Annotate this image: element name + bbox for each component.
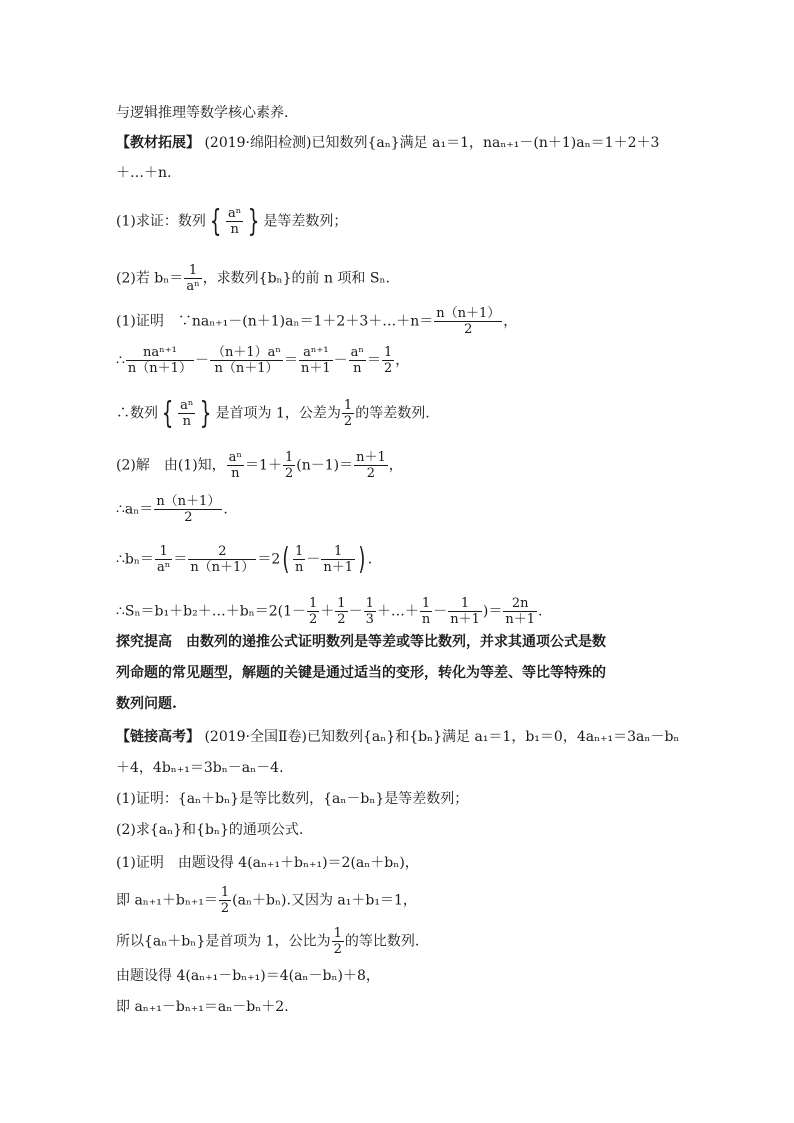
proof-line-2: ∴ $\frac{\text{naⁿ⁺¹}}{n(n+1)}$ － $\frac{\text{（n＋1）aⁿ}}{n(n+1)}$ ＝ $\frac{\text{aⁿ⁺¹}}{n+1}$ － $\frac{\text{aⁿ}}{n}$ ＝ $\frac{1}{2}$ ， bbox=[116, 345, 410, 376]
fraction: $\frac{1}{3}$ bbox=[365, 596, 374, 627]
solution-line-4: ∴Sₙ＝b₁＋b₂＋…＋bₙ＝2(1－ $\frac{1}{2}$ ＋ $\frac{1}{2}$ － $\frac{1}{3}$ ＋…＋ $\frac{1}{n}$ － $\frac{1}{n+1}$ )＝ $\frac{2n}{n+1}$ . bbox=[116, 596, 543, 627]
gaokao-line: 【链接高考】 (2019·全国Ⅱ卷)已知数列{aₙ}和{bₙ}满足 a₁＝1，b₁＝0，4aₙ₊₁＝3aₙ－bₙ bbox=[116, 729, 680, 745]
gaokao-q2: (2)求{aₙ}和{bₙ}的通项公式. bbox=[116, 822, 304, 838]
fraction: $\frac{1}{n}$ bbox=[294, 544, 304, 575]
fraction: $\frac{1}{n+1}$ bbox=[450, 596, 480, 627]
question-1: (1)求证：数列 { $\frac{\text{aⁿ}}{n}$ } 是等差数列； bbox=[116, 203, 348, 239]
gaokao-proof-1: (1)证明 由题设得 4(aₙ₊₁＋bₙ₊₁)＝2(aₙ＋bₙ)， bbox=[116, 855, 419, 871]
gaokao-proof-4: 由题设得 4(aₙ₊₁－bₙ₊₁)＝4(aₙ－bₙ)＋8， bbox=[116, 968, 380, 984]
fraction: $\frac{\text{aⁿ}}{n}$ bbox=[180, 398, 194, 429]
fraction: $\frac{1}{\text{aⁿ}}$ bbox=[156, 544, 171, 575]
fraction: $\frac{1}{n}$ bbox=[421, 596, 431, 627]
fraction: $\frac{2}{n(n+1)}$ bbox=[190, 544, 255, 575]
fraction: $\frac{1}{2}$ bbox=[284, 450, 294, 481]
textbook-extension-line: 【教材拓展】 (2019·绵阳检测)已知数列{aₙ}满足 a₁＝1，naₙ₊₁－(n＋1)aₙ＝1＋2＋3 bbox=[116, 135, 660, 151]
fraction: $\frac{1}{n+1}$ bbox=[323, 544, 354, 575]
fraction: $\frac{n+1}{2}$ bbox=[356, 450, 386, 481]
insight-line-2: 列命题的常见题型，解题的关键是通过适当的变形，转化为等差、等比等特殊的 bbox=[116, 665, 606, 681]
fraction: $\frac{1}{2}$ bbox=[343, 398, 353, 429]
gaokao-proof-3: 所以{aₙ＋bₙ}是首项为 1，公比为 $\frac{1}{2}$ 的等比数列. bbox=[116, 926, 420, 957]
fraction: $\frac{\text{aⁿ}}{n}$ bbox=[228, 450, 243, 481]
gaokao-cont: ＋4，4bₙ₊₁＝3bₙ－aₙ－4. bbox=[116, 760, 284, 776]
fraction: $\frac{1}{2}$ bbox=[337, 596, 346, 627]
fraction: $\frac{2n}{n+1}$ bbox=[505, 596, 535, 627]
gaokao-proof-5: 即 aₙ₊₁－bₙ₊₁＝aₙ－bₙ＋2. bbox=[116, 999, 289, 1015]
solution-line-2: ∴aₙ＝ $\frac{n(n+1)}{2}$ . bbox=[116, 494, 228, 525]
solution-line-1: (2)解 由(1)知， $\frac{\text{aⁿ}}{n}$ ＝1＋ $\frac{1}{2}$ (n－1)＝ $\frac{n+1}{2}$ ， bbox=[116, 450, 403, 481]
problem-cont: ＋…＋n. bbox=[116, 165, 172, 181]
fraction: $\frac{1}{2}$ bbox=[220, 885, 230, 916]
proof-line-3: ∴数列 { $\frac{\text{aⁿ}}{n}$ } 是首项为 1，公差为 $\frac{1}{2}$ 的等差数列. bbox=[116, 395, 430, 431]
fraction: $\frac{1}{2}$ bbox=[384, 345, 393, 376]
intro-line: 与逻辑推理等数学核心素养. bbox=[116, 105, 289, 121]
question-2: (2)若 bₙ＝ $\frac{1}{\text{aⁿ}}$ ，求数列{bₙ}的前 n 项和 Sₙ. bbox=[116, 263, 390, 294]
gaokao-proof-2: 即 aₙ₊₁＋bₙ₊₁＝ $\frac{1}{2}$ (aₙ＋bₙ).又因为 a₁＋b₁＝1， bbox=[116, 885, 417, 916]
fraction: $\frac{\text{aⁿ}}{n}$ bbox=[227, 206, 242, 237]
solution-line-3: ∴bₙ＝ $\frac{1}{\text{aⁿ}}$ ＝ $\frac{2}{n(n+1)}$ ＝2( $\frac{1}{n}$ － $\frac{1}{n+1}$ ) . bbox=[116, 541, 373, 577]
gaokao-tag: 【链接高考】 bbox=[116, 729, 200, 745]
insight-line-3: 数列问题. bbox=[116, 696, 177, 712]
fraction: $\frac{n(n+1)}{2}$ bbox=[156, 494, 221, 525]
fraction: $\frac{\text{naⁿ⁺¹}}{n(n+1)}$ bbox=[127, 345, 192, 376]
fraction: $\frac{n(n+1)}{2}$ bbox=[436, 306, 501, 337]
fraction: $\frac{1}{2}$ bbox=[333, 926, 342, 957]
fraction: $\frac{\text{（n＋1）aⁿ}}{n(n+1)}$ bbox=[211, 345, 281, 376]
insight-line-1: 探究提高 由数列的递推公式证明数列是等差或等比数列，并求其通项公式是数 bbox=[116, 634, 606, 650]
gaokao-q1: (1)证明：{aₙ＋bₙ}是等比数列，{aₙ－bₙ}是等差数列； bbox=[116, 791, 469, 807]
fraction: $\frac{1}{2}$ bbox=[309, 596, 318, 627]
fraction: $\frac{\text{aⁿ⁺¹}}{n+1}$ bbox=[300, 345, 331, 376]
fraction: $\frac{\text{aⁿ}}{n}$ bbox=[350, 345, 365, 376]
textbook-extension-tag: 【教材拓展】 bbox=[116, 135, 200, 151]
fraction: $\frac{1}{\text{aⁿ}}$ bbox=[186, 263, 200, 294]
proof-line-1: (1)证明 ∵naₙ₊₁－(n＋1)aₙ＝1＋2＋3＋…＋n＝ $\frac{n(n+1)}{2}$ ， bbox=[116, 306, 518, 337]
